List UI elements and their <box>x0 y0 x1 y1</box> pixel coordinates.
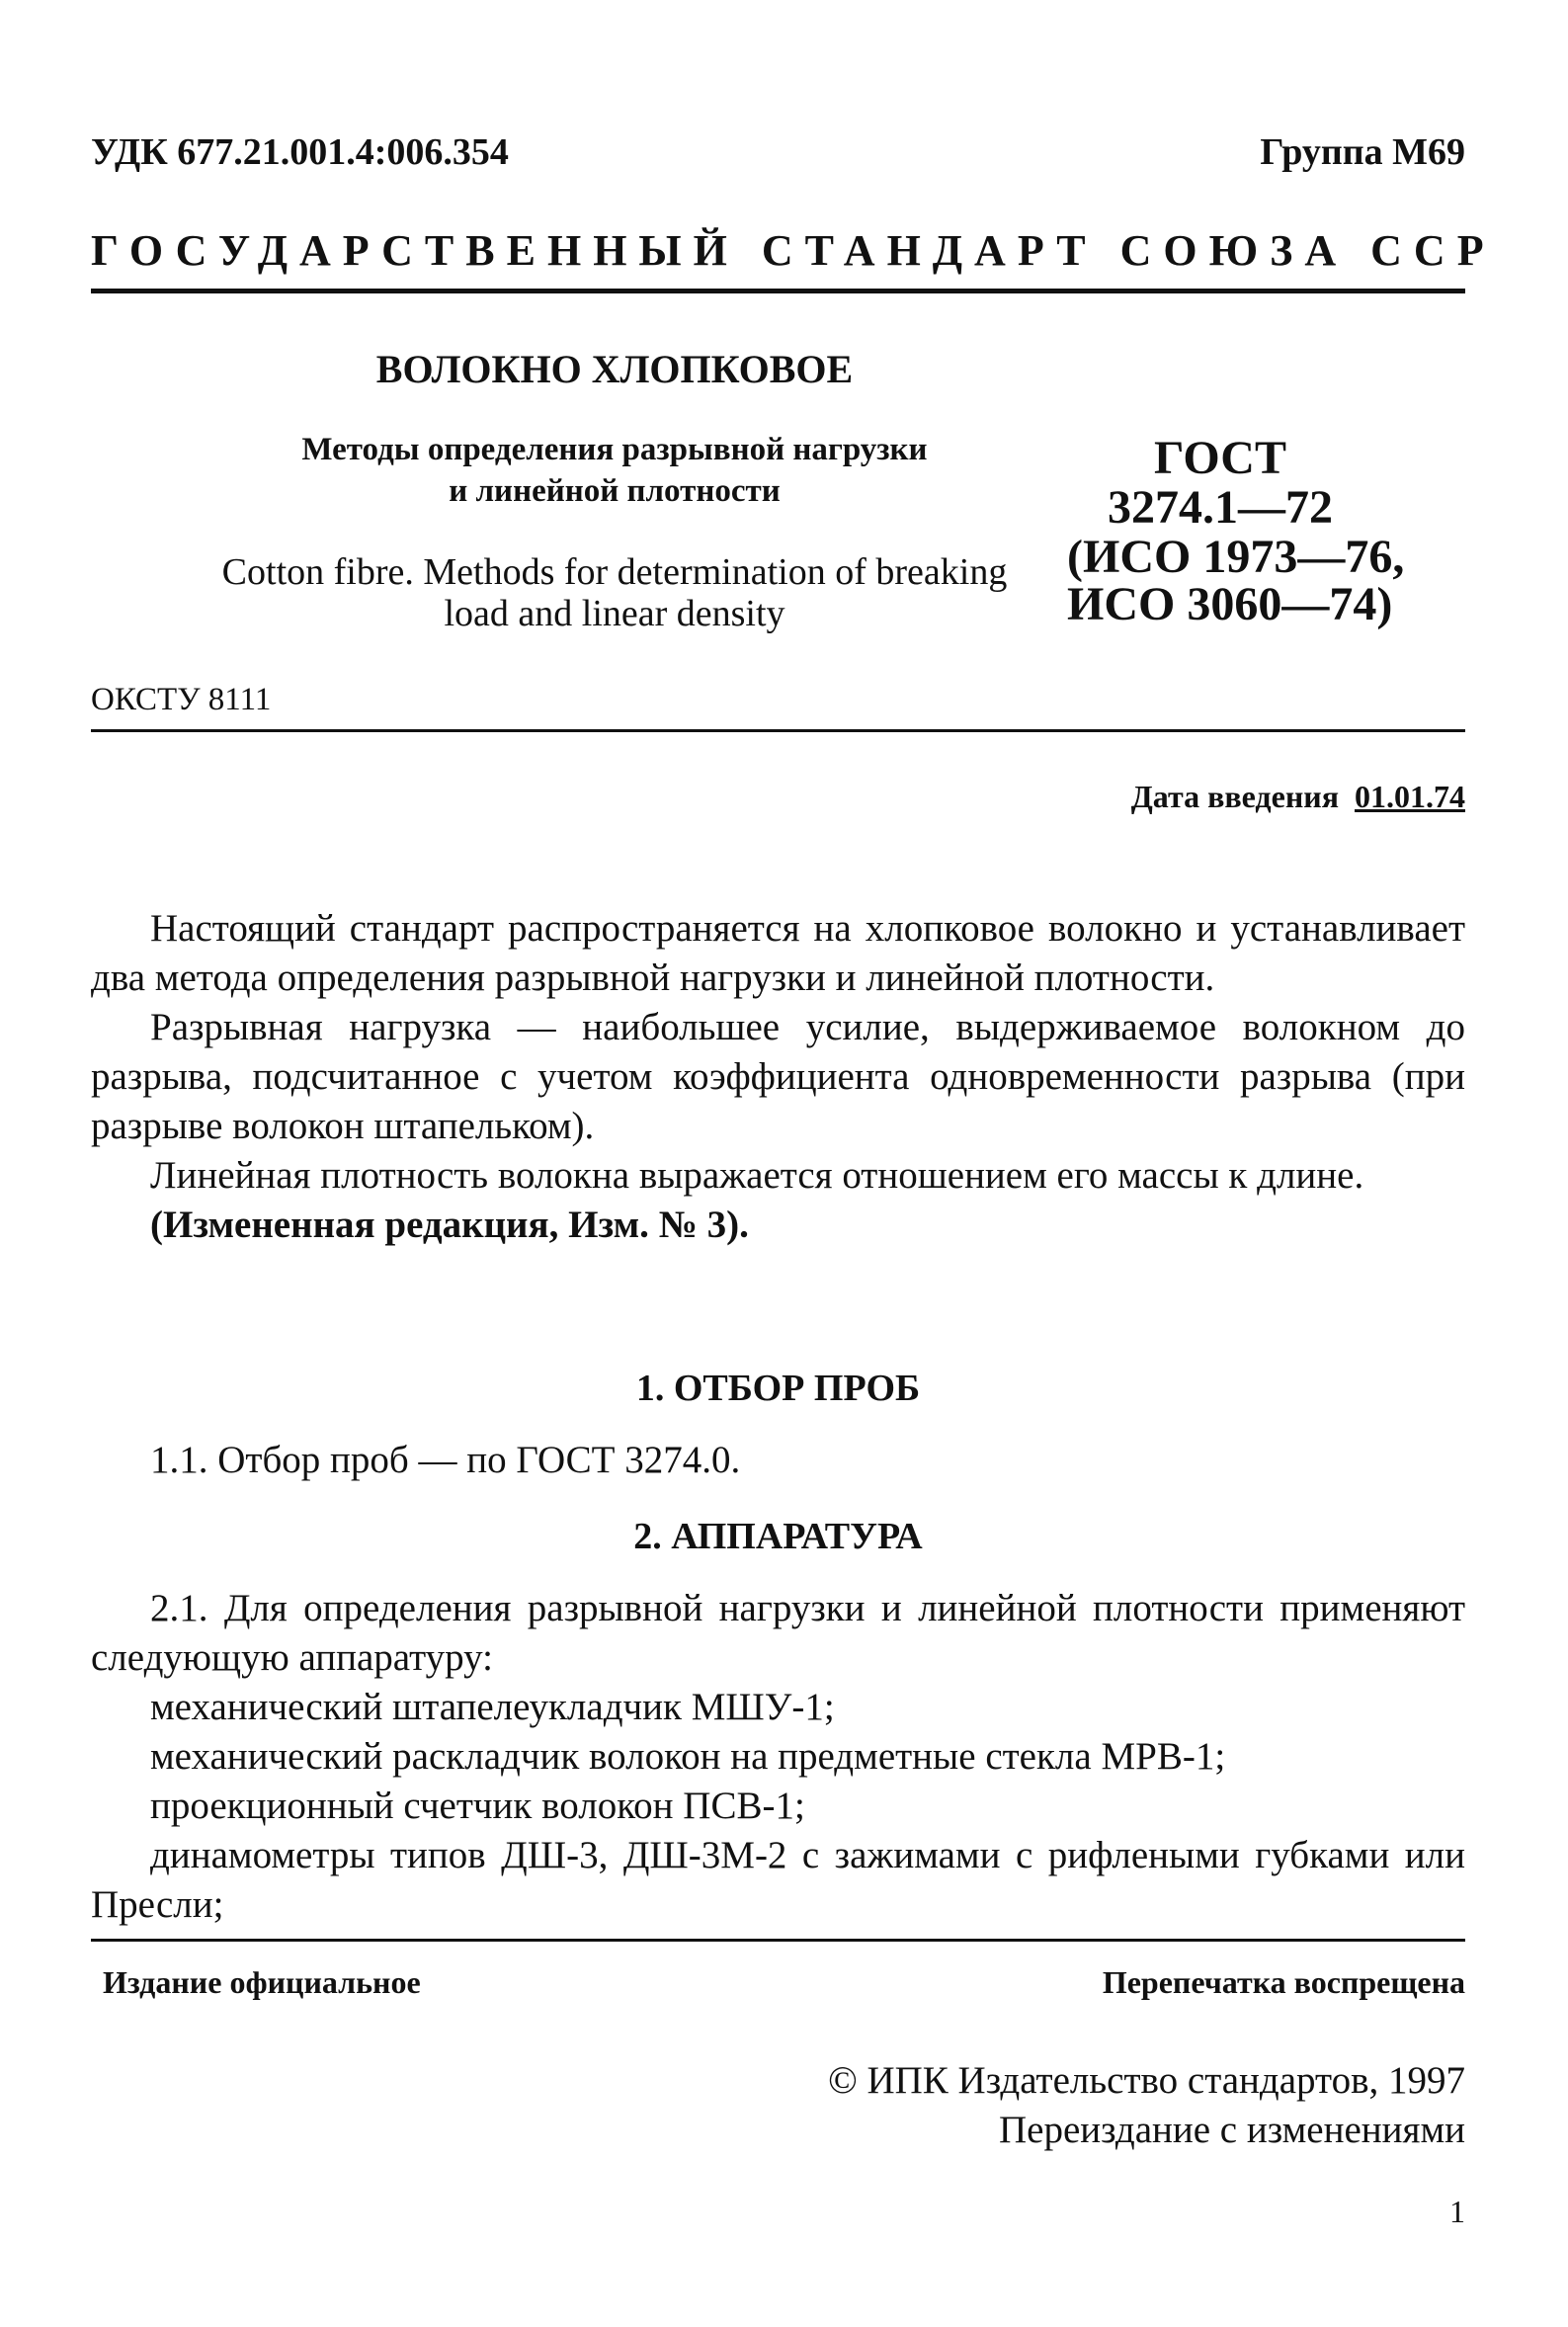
section-2-content <box>91 1584 1465 1930</box>
okstu-code: ОКСТУ 8111 <box>91 682 272 717</box>
introduction-date-label: Дата введения <box>1130 779 1339 814</box>
reprint-notice: Переиздание с изменениями <box>999 2109 1465 2151</box>
english-title-line-2: load and linear density <box>444 593 785 634</box>
gost-label: ГОСТ <box>1154 432 1286 484</box>
okstu-rule <box>91 729 1465 732</box>
equipment-item: динамометры типов ДШ-3, ДШ-3М-2 с зажимами с рифлеными губками или Пресли; <box>91 1834 1465 1926</box>
header-rule <box>91 289 1465 293</box>
copyright-notice: © ИПК Издательство стандартов, 1997 <box>828 2059 1465 2102</box>
section-1-heading: 1. ОТБОР ПРОБ <box>635 1368 921 1409</box>
reprint-prohibited: Перепечатка воспрещена <box>1102 1964 1465 2000</box>
section-2-heading: 2. АППАРАТУРА <box>633 1516 923 1557</box>
equipment-item: механический раскладчик волокон на предметные стекла МРВ-1; <box>150 1735 1226 1778</box>
section-2-item: 2.1. Для определения разрывной нагрузки и линейной плотности применяют следующую аппаратуру: <box>91 1587 1465 1679</box>
official-edition: Издание официальное <box>103 1964 421 2000</box>
equipment-item: механический штапелеукладчик МШУ-1; <box>150 1686 835 1728</box>
intro-paragraphs <box>91 904 1465 1250</box>
state-standard-heading: ГОСУДАРСТВЕННЫЙ СТАНДАРТ СОЮЗА ССР <box>91 226 1496 275</box>
paragraph-scope: Настоящий стандарт распространяется на хлопковое волокно и устанавливает два метода определения разрывной нагрузки и линейной плотности. <box>91 907 1465 999</box>
english-title-line-1: Cotton fibre. Methods for determination of breaking <box>221 551 1008 593</box>
footer-rule <box>91 1939 1465 1942</box>
introduction-date-value: 01.01.74 <box>1355 779 1465 814</box>
group-code: Группа М69 <box>1260 131 1465 173</box>
paragraph-breaking-load: Разрывная нагрузка — наибольшее усилие, выдерживаемое волокном до разрыва, подсчитанное с учетом коэффициента одновременности разрыва (при разрыве волокон штапельком). <box>91 1006 1465 1147</box>
subtitle-line-2: и линейной плотности <box>449 473 781 509</box>
subtitle-line-1: Методы определения разрывной нагрузки <box>301 432 928 467</box>
udk-code: УДК 677.21.001.4:006.354 <box>91 131 509 173</box>
page-number: 1 <box>1449 2194 1465 2229</box>
iso-reference-1: (ИСО 1973—76, <box>1067 531 1405 583</box>
document-title: ВОЛОКНО ХЛОПКОВОЕ <box>375 347 854 391</box>
equipment-item: проекционный счетчик волокон ПСВ-1; <box>150 1785 805 1827</box>
iso-reference-2: ИСО 3060—74) <box>1067 578 1393 630</box>
paragraph-linear-density: Линейная плотность волокна выражается отношением его массы к длине. <box>150 1154 1364 1197</box>
section-1-item: 1.1. Отбор проб — по ГОСТ 3274.0. <box>150 1439 741 1481</box>
introduction-date <box>1131 779 1465 815</box>
paragraph-amendment: (Измененная редакция, Изм. № 3). <box>150 1204 749 1246</box>
gost-number: 3274.1—72 <box>1108 481 1333 534</box>
